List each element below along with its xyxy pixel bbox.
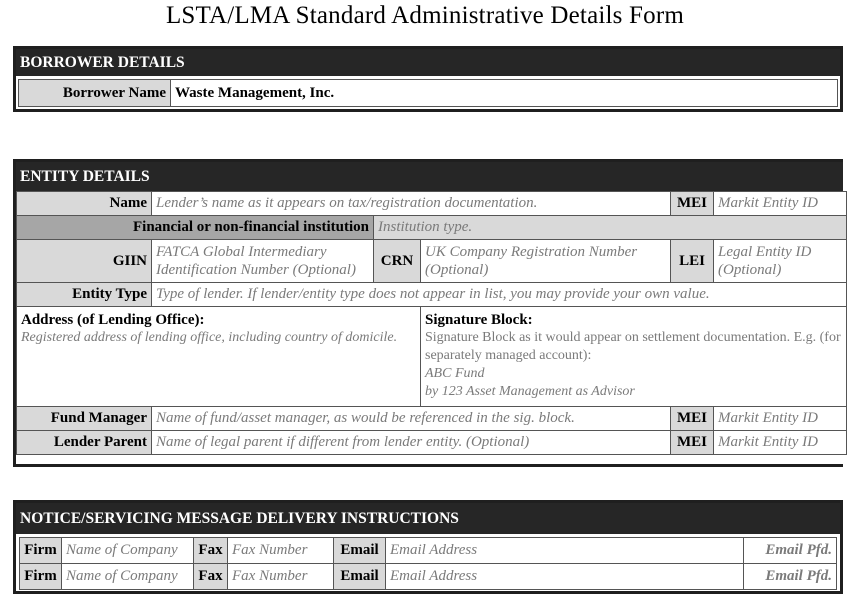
fax-label: Fax — [194, 564, 228, 590]
entity-section — [13, 159, 843, 467]
fund-mei-field[interactable]: Markit Entity ID — [714, 407, 847, 431]
firm-label: Firm — [20, 538, 62, 564]
email-label: Email — [334, 538, 386, 564]
notice-row — [20, 538, 837, 564]
fax-label: Fax — [194, 538, 228, 564]
signature-example-advisor: by 123 Asset Management as Advisor — [425, 384, 635, 399]
firm-field[interactable]: Name of Company — [62, 538, 194, 564]
entity-name-field[interactable]: Lender’s name as it appears on tax/registration documentation. — [152, 192, 671, 216]
firm-label: Firm — [20, 564, 62, 590]
notice-table — [19, 537, 837, 590]
borrower-name-label: Borrower Name — [19, 80, 171, 107]
entity-table — [16, 191, 847, 455]
borrower-section-header: BORROWER DETAILS — [16, 49, 840, 76]
form-title: LSTA/LMA Standard Administrative Details Form — [165, 2, 685, 29]
lei-label: LEI — [671, 240, 714, 283]
signature-cell[interactable] — [421, 307, 847, 407]
fund-manager-label: Fund Manager — [17, 407, 152, 431]
borrower-section — [13, 46, 843, 112]
signature-label: Signature Block: — [425, 312, 533, 328]
entity-mei-label: MEI — [671, 192, 714, 216]
email-field[interactable]: Email Address — [386, 564, 744, 590]
crn-field[interactable]: UK Company Registration Number (Optional) — [421, 240, 671, 283]
parent-mei-field[interactable]: Markit Entity ID — [714, 431, 847, 455]
fax-field[interactable]: Fax Number — [228, 564, 334, 590]
fund-mei-label: MEI — [671, 407, 714, 431]
email-preferred-toggle[interactable]: Email Pfd. — [744, 564, 837, 590]
borrower-name-field[interactable]: Waste Management, Inc. — [171, 80, 838, 107]
notice-row — [20, 564, 837, 590]
borrower-table — [18, 79, 838, 107]
institution-type-field[interactable]: Institution type. — [374, 216, 847, 240]
entity-type-label: Entity Type — [17, 283, 152, 307]
address-label: Address (of Lending Office): — [21, 312, 205, 328]
entity-type-field[interactable]: Type of lender. If lender/entity type does not appear in list, you may provide your own value. — [152, 283, 847, 307]
institution-type-label: Financial or non-financial institution — [17, 216, 374, 240]
fund-manager-field[interactable]: Name of fund/asset manager, as would be referenced in the sig. block. — [152, 407, 671, 431]
parent-mei-label: MEI — [671, 431, 714, 455]
crn-label: CRN — [374, 240, 421, 283]
lei-field[interactable]: Legal Entity ID (Optional) — [714, 240, 847, 283]
entity-name-label: Name — [17, 192, 152, 216]
email-label: Email — [334, 564, 386, 590]
firm-field[interactable]: Name of Company — [62, 564, 194, 590]
notice-section-header: NOTICE/SERVICING MESSAGE DELIVERY INSTRUCTIONS — [16, 503, 840, 534]
email-preferred-toggle[interactable]: Email Pfd. — [744, 538, 837, 564]
fax-field[interactable]: Fax Number — [228, 538, 334, 564]
giin-field[interactable]: FATCA Global Intermediary Identification Number (Optional) — [152, 240, 374, 283]
signature-example-fund: ABC Fund — [425, 366, 485, 381]
lender-parent-label: Lender Parent — [17, 431, 152, 455]
entity-section-header: ENTITY DETAILS — [16, 162, 843, 191]
address-placeholder: Registered address of lending office, including country of domicile. — [21, 330, 398, 345]
giin-label: GIIN — [17, 240, 152, 283]
notice-section — [13, 500, 843, 594]
lender-parent-field[interactable]: Name of legal parent if different from lender entity. (Optional) — [152, 431, 671, 455]
signature-placeholder: Signature Block as it would appear on settlement documentation. E.g. (for separately managed account): — [425, 330, 841, 363]
address-cell[interactable] — [17, 307, 421, 407]
email-field[interactable]: Email Address — [386, 538, 744, 564]
entity-mei-field[interactable]: Markit Entity ID — [714, 192, 847, 216]
